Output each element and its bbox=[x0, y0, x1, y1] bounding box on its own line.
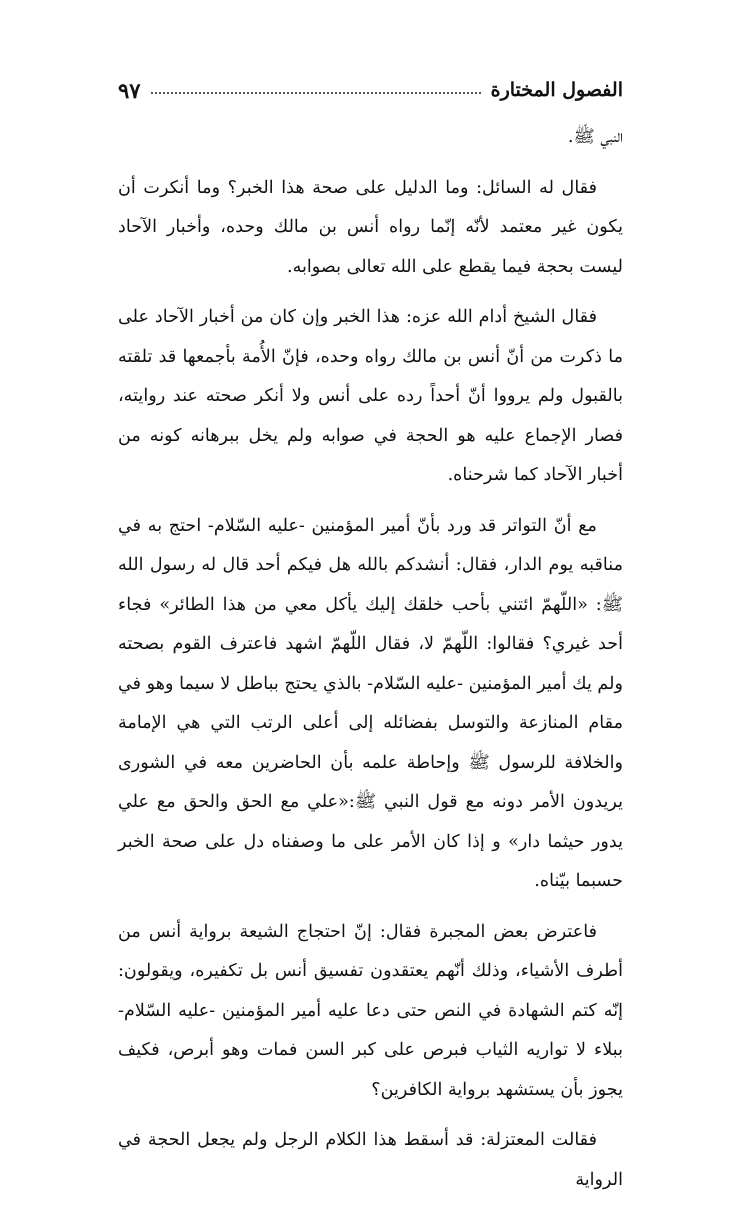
paragraph-4: مع أنّ التواتر قد ورد بأنّ أمير المؤمنين -عليه السّلام- احتج به في مناقبه يوم الدار، فقال: أنشدكم بالله هل فيكم أحد قال له رسول الله ﷺ: «اللّهمّ ائتني بأحب خلقك إليك يأكل معي من هذا الطائر» فجاء أحد غيري؟ فقالوا: اللّهمّ لا، فقال اللّهمّ اشهد فاعترف القوم بصحته ولم يك أمير المؤمنين -عليه السّلام- بالذي يحتج بباطل لا سيما وهو في مقام المنازعة والتوسل بفضائله إلى أعلى الرتب التي هي الإمامة والخلافة للرسول ﷺ وإحاطة علمه بأن الحاضرين معه في الشورى يريدون الأمر دونه مع قول النبي ﷺ:«علي مع الحق والحق مع علي يدور حيثما دار» و إذا كان الأمر على ما وصفناه دل على صحة الخبر حسبما بيّناه. bbox=[118, 515, 623, 891]
body-text bbox=[118, 118, 623, 1211]
paragraph-1: النبي ﷺ. bbox=[567, 127, 623, 147]
paragraph-5: فاعترض بعض المجبرة فقال: إنّ احتجاج الشيعة برواية أنس من أطرف الأشياء، وذلك أنّهم يعتقدون تفسيق أنس بل تكفيره، ويقولون: إنّه كتم الشهادة في النص حتى دعا عليه أمير المؤمنين -عليه السّلام- ببلاء لا تواريه الثياب فبرص على كبر السن فمات وهو أبرص، فكيف يجوز بأن يستشهد برواية الكافرين؟ bbox=[118, 921, 623, 1100]
header-dotted-leader bbox=[151, 78, 481, 94]
paragraph-6: فقالت المعتزلة: قد أسقط هذا الكلام الرجل ولم يجعل الحجة في الرواية bbox=[118, 1130, 623, 1190]
paragraph-3: فقال الشيخ أدام الله عزه: هذا الخبر وإن كان من أخبار الآحاد على ما ذكرت من أنّ أنس بن مالك رواه وحده، فإنّ الأُمة بأجمعها قد تلقته بالقبول ولم يرووا أنّ أحداً رده على أنس ولا أنكر صحته عند روايته، فصار الإجماع عليه هو الحجة في صوابه ولم يخل ببرهانه كونه من أخبار الآحاد كما شرحناه. bbox=[118, 307, 623, 485]
header-title: الفصول المختارة bbox=[490, 79, 623, 101]
page-number: ٩٧ bbox=[118, 77, 141, 103]
paragraph-2: فقال له السائل: وما الدليل على صحة هذا الخبر؟ وما أنكرت أن يكون غير معتمد لأنّه إنّما رواه أنس بن مالك وحده، وأخبار الآحاد ليست بحجة فيما يقطع على الله تعالى بصوابه. bbox=[118, 177, 623, 277]
running-header bbox=[118, 70, 623, 110]
